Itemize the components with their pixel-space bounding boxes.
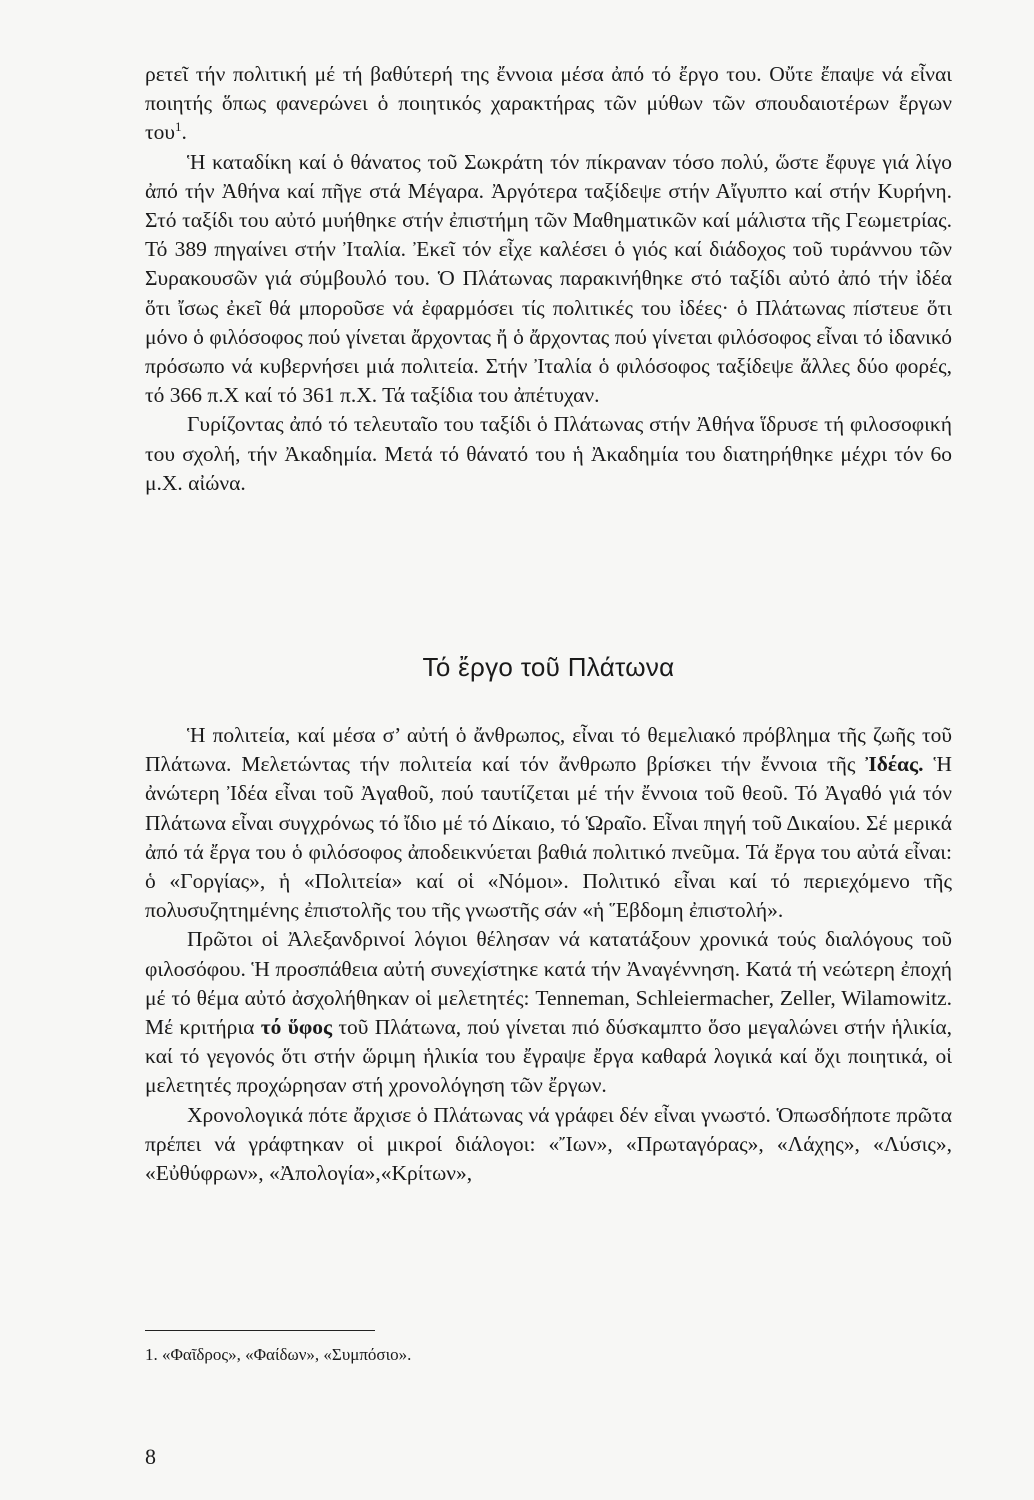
paragraph-politeia — [145, 721, 952, 925]
footnote: 1. «Φαῖδρος», «Φαίδων», «Συμπόσιο». — [145, 1345, 412, 1364]
paragraph-socrates-death: Ἡ καταδίκη καί ὁ θάνατος τοῦ Σωκράτη τόν πίκραναν τόσο πολύ, ὥστε ἔφυγε γιά λίγο ἀπό τήν Ἀθήνα καί πῆγε στά Μέγαρα. Ἀργότερα ταξίδεψε στήν Αἴγυπτο καί στήν Κυρήνη. Στό ταξίδι του αὐτό μυήθηκε στήν ἐπιστήμη τῶν Μαθηματικῶν καί μάλιστα τῆς Γεωμετρίας. Τό 389 πηγαίνει στήν Ἰταλία. Ἐκεῖ τόν εἶχε καλέσει ὁ γιός καί διάδοχος τοῦ τυράννου τῶν Συρακουσῶν γιά σύμβουλό του. Ὁ Πλάτωνας παρακινήθηκε στό ταξίδι αὐτό ἀπό τήν ἰδέα ὅτι ἴσως ἐκεῖ θά μποροῦσε νά ἐφαρμόσει τίς πολιτικές του ἰδέες· ὁ Πλάτωνας πίστευε ὅτι μόνο ὁ φιλόσοφος πού γίνεται ἄρχοντας ἤ ὁ ἄρχοντας πού γίνεται φιλόσοφος εἶναι τό ἰδανικό πρόσωπο νά κυβερνήσει μιά πολιτεία. Στήν Ἰταλία ὁ φιλόσοφος ταξίδεψε ἄλλες δύο φορές, τό 366 π.Χ καί τό 361 π.Χ. Τά ταξίδια του ἀπέτυχαν. — [145, 149, 952, 408]
paragraph-text: Ἡ πολιτεία, καί μέσα σ’ αὐτή ὁ ἄνθρωπος, εἶναι τό θεμελιακό πρόβλημα τῆς ζωῆς τοῦ Πλάτωνα. Μελετώντας τήν πολιτεία καί τόν ἄνθρωπο βρίσκει τήν ἔννοια τῆς — [145, 723, 952, 777]
paragraph-text: Ἡ ἀνώτερη Ἰδέα εἶναι τοῦ Ἀγαθοῦ, πού ταυτίζεται μέ τήν ἔννοια τοῦ θεοῦ. Τό Ἀγαθό γιά τόν Πλάτωνα εἶναι συγχρόνως τό ἴδιο μέ τό Δίκαιο, τό Ὡραῖο. Εἶναι πηγή τοῦ Δικαίου. Σέ μερικά ἀπό τά ἔργα του ὁ φιλόσοφος ἀποδεικνύεται βαθιά πολιτικό πνεῦμα. Τά ἔργα του αὐτά εἶναι: ὁ «Γοργίας», ἡ «Πολιτεία» καί οἱ «Νόμοι». Πολιτικό εἶναι καί τό περιεχόμενο τῆς πολυσυζητημένης ἐπιστολῆς του τῆς γνωστῆς σάν «ἡ Ἕβδομη ἐπιστολή». — [145, 752, 952, 923]
paragraph-early-dialogues: Χρονολογικά πότε ἄρχισε ὁ Πλάτωνας νά γράφει δέν εἶναι γνωστό. Ὁπωσδήποτε πρῶτα πρέπει νά γράφτηκαν οἱ μικροί διάλογοι: «Ἴων», «Πρωταγόρας», «Λάχης», «Λύσις», «Εὐθύφρων», «Ἀπολογία»,«Κρίτων», — [145, 1102, 952, 1186]
paragraph-text: ρετεῖ τήν πολιτική μέ τή βαθύτερή της ἔννοια μέσα ἀπό τό ἔργο του. Οὔτε ἔπαψε νά εἶναι ποιητής ὅπως φανερώνει ὁ ποιητικός χαρακτήρας τῶν μύθων τῶν σπουδαιοτέρων ἔργων του — [145, 62, 952, 145]
section-heading: Τό ἔργο τοῦ Πλάτωνα — [422, 652, 675, 682]
paragraph-text: τοῦ Πλάτωνα, πού γίνεται πιό δύσκαμπτο ὅσο μεγαλώνει στήν ἡλικία, καί τό γεγονός ὅτι στήν ὥριμη ἡλικία του ἔγραψε ἔργα καθαρά λογικά καί ὄχι ποιητικά, οἱ μελετητές προχώρησαν στή χρονολόγηση τῶν ἔργων. — [145, 1015, 953, 1098]
footnote-reference: 1 — [175, 119, 182, 135]
paragraph-period: . — [181, 120, 187, 145]
bold-term-style: τό ὕφος — [260, 1015, 333, 1040]
paragraph-text: Πρῶτοι οἱ Ἀλεξανδρινοί λόγιοι θέλησαν νά κατατάξουν χρονικά τούς διαλόγους τοῦ φιλοσόφου. Ἡ προσπάθεια αὐτή συνεχίστηκε κατά τήν Ἀναγέννηση. Κατά τή νεώτερη ἐποχή μέ τό θέμα αὐτό ἀσχολήθηκαν οἱ μελετητές: Tenneman, Schleiermacher, Zeller, Wilamowitz. Μέ κριτήρια — [145, 927, 952, 1040]
top-text-block — [145, 60, 952, 498]
paragraph-continuation — [145, 60, 952, 148]
bold-term-ideas: Ἰδέας. — [865, 752, 924, 777]
paragraph-chronology — [145, 925, 952, 1100]
paragraph-academy: Γυρίζοντας ἀπό τό τελευταῖο του ταξίδι ὁ Πλάτωνας στήν Ἀθήνα ἵδρυσε τή φιλοσοφική του σχολή, τήν Ἀκαδημία. Μετά τό θάνατό του ἡ Ἀκαδημία του διατηρήθηκε μέχρι τόν 6ο μ.Χ. αἰώνα. — [145, 412, 952, 495]
bottom-text-block — [145, 721, 952, 1188]
page-number: 8 — [145, 1444, 156, 1469]
footnote-divider — [145, 1330, 375, 1331]
